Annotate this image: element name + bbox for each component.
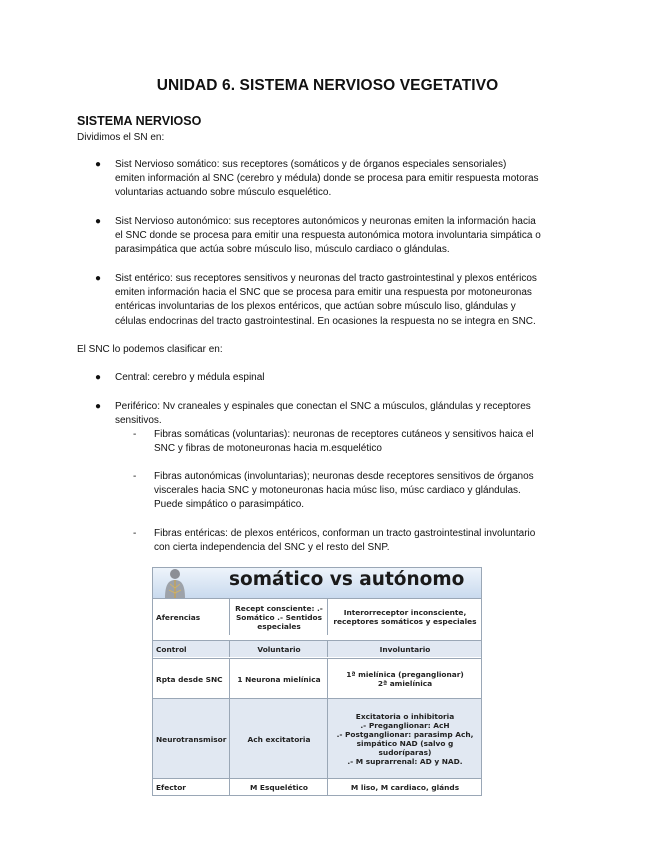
table-cell-autonomic: [327, 659, 482, 699]
cell-line: .- Preganglionar: AcH: [360, 721, 450, 730]
list-item-line: Sist entérico: sus receptores sensitivos y neuronas del tracto gastrointestinal y plexos entéricos: [115, 273, 537, 284]
table-cell-autonomic: Involuntario: [327, 641, 482, 657]
cell-line: 2ª amielínica: [377, 679, 433, 688]
list-item-line: Central: cerebro y médula espinal: [115, 372, 265, 383]
list-item-line: Fibras somáticas (voluntarias): neuronas de receptores cutáneos y sensitivos haica el: [154, 429, 534, 440]
list-item-line: SNC y fibras de motoneuronas hacia m.esquelético: [154, 443, 382, 455]
list-item-line: emiten información al SNC (cerebro y médula) donde se procesa para emitir respuesta motoras: [115, 173, 539, 185]
dash-icon: -: [133, 471, 137, 482]
table-header: [153, 568, 481, 598]
cell-line: .- Somático: [235, 603, 323, 622]
table-title: somático vs autónomo: [229, 569, 465, 590]
table-cell-somatic: Ach excitatoria: [229, 699, 328, 779]
list-item-line: parasimpática que actúa sobre músculo liso, músculo cardiaco o glándulas.: [115, 244, 450, 256]
list-item-line: sensitivos.: [115, 415, 162, 427]
table-row: [153, 778, 481, 796]
cell-line: .- Postganglionar: parasimp Ach,: [336, 730, 474, 739]
cell-line: .- Sentidos especiales: [257, 612, 323, 631]
table-row-label: Rpta desde SNC: [156, 674, 223, 684]
list-item-line: voluntarias actuando sobre músculo esquelético.: [115, 187, 332, 199]
table-row: [153, 598, 481, 635]
dash-icon: -: [133, 528, 137, 539]
list-item-line: el SNC donde se procesa para emitir una respuesta autonómica motora involuntaria simpática o: [115, 230, 541, 242]
cell-line: .- M suprarrenal: AD y NAD.: [347, 757, 463, 766]
cell-line: simpático NAD (salvo g: [356, 739, 454, 748]
table-row-label: Aferencias: [156, 612, 201, 622]
list-item-line: células endocrinas del tracto gastrointestinal. En ocasiones la respuesta no se integra en SNC.: [115, 315, 536, 327]
table-row: [153, 640, 481, 657]
bullet-icon: ●: [95, 372, 102, 383]
cell-line: sudoríparas): [378, 748, 432, 757]
list-item-line: viscerales hacia SNC y motoneuronas hacia músc liso, músc cardiaco y glándulas.: [154, 485, 521, 497]
table-cell-autonomic: [327, 699, 482, 779]
table-cell-autonomic: [327, 599, 482, 635]
snc-intro-paragraph: El SNC lo podemos clasificar en:: [77, 344, 223, 355]
intro-paragraph: Dividimos el SN en:: [77, 132, 165, 143]
dash-icon: -: [133, 429, 137, 440]
cell-line: receptores somáticos y especiales: [333, 617, 477, 626]
table-cell-somatic: [229, 599, 328, 635]
list-item-line: Sist Nervioso somático: sus receptores (somáticos y de órganos especiales sensoriales): [115, 159, 507, 170]
cell-line: Interorreceptor inconsciente,: [343, 608, 467, 617]
page-title: UNIDAD 6. SISTEMA NERVIOSO VEGETATIVO: [156, 77, 499, 94]
list-item-line: Fibras entéricas: de plexos entéricos, conforman un tracto gastrointestinal involuntario: [154, 528, 536, 539]
table-cell-somatic: M Esquelético: [229, 779, 328, 796]
table-cell-autonomic: M liso, M cardiaco, glánds: [327, 779, 482, 796]
bullet-icon: ●: [95, 401, 102, 412]
comparison-table-image: [152, 567, 482, 796]
table-row-label: Neurotransmisor: [156, 734, 227, 744]
list-item-line: entéricas involuntarias de los plexos entéricos, que actúan sobre músculo liso, glándulas y: [115, 301, 516, 313]
table-row: [153, 698, 481, 779]
bullet-icon: ●: [95, 159, 102, 170]
list-item-line: emiten información hacia el SNC que se procesa para emitir una respuesta por motoneuronas: [115, 287, 532, 299]
human-figure-icon: [159, 568, 191, 598]
table-cell-somatic: 1 Neurona mielínica: [229, 659, 328, 699]
cell-line: Excitatoria o inhibitoria: [355, 712, 455, 721]
list-item-line: Periférico: Nv craneales y espinales que conectan el SNC a músculos, glándulas y receptores: [115, 401, 531, 412]
bullet-icon: ●: [95, 216, 102, 227]
list-item-line: Puede simpático o parasimpático.: [154, 499, 305, 511]
list-item-line: Fibras autonómicas (involuntarias); neuronas desde receptores sensitivos de órganos: [154, 471, 534, 482]
list-item-line: con cierta independencia del SNC y el resto del SNP.: [154, 542, 390, 554]
table-row-label: Efector: [156, 783, 186, 792]
bullet-icon: ●: [95, 273, 102, 284]
section-heading: SISTEMA NERVIOSO: [77, 114, 202, 128]
table-cell-somatic: Voluntario: [229, 641, 328, 657]
cell-line: Recept consciente:: [235, 603, 315, 613]
list-item-line: Sist Nervioso autonómico: sus receptores autonómicos y neuronas emiten la información hacia: [115, 216, 536, 227]
table-row: [153, 658, 481, 699]
table-row-label: Control: [156, 644, 187, 654]
cell-line: 1ª mielínica (preganglionar): [346, 670, 464, 679]
